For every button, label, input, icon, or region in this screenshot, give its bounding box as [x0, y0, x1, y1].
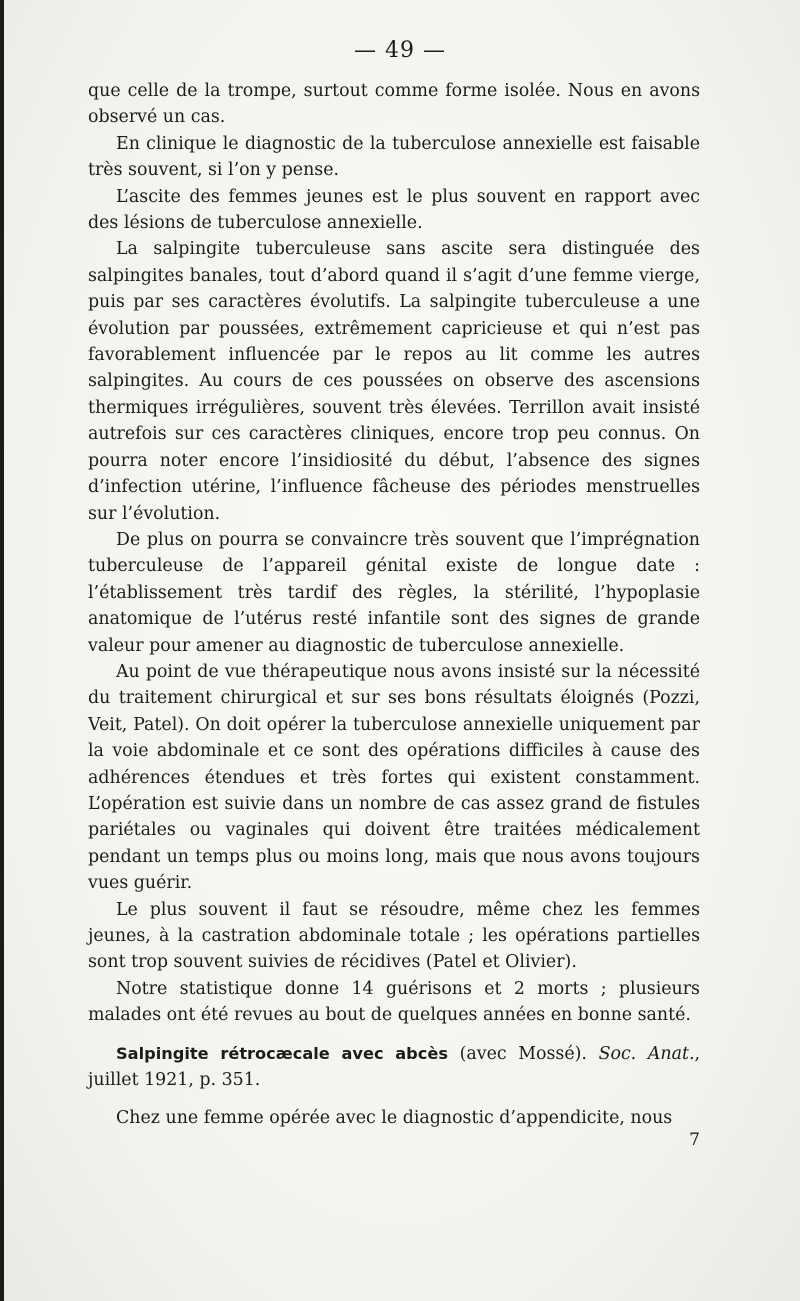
signature-mark: 7	[689, 1130, 700, 1150]
reference-details: , juillet 1921, p. 351.	[88, 1043, 700, 1091]
paragraph-5: De plus on pourra se convaincre très souvent que l’imprégnation tuberculeuse de l’appareil génital existe de longue date : l’établissement très tardif des règles, la stérilité, l’hypoplasie anatomique de l’utérus resté infantile sont des signes de grande valeur pour amener au diagnostic de tuberculose annexielle.	[88, 529, 700, 656]
paragraph-6: Au point de vue thérapeutique nous avons insisté sur la nécessité du traitement chirurgical et sur ses bons résultats éloignés (Pozzi, Veit, Patel). On doit opérer la tuberculose annexielle uniquement par la voie abdominale et ce sont des opérations difficiles à cause des adhérences étendues et très fortes qui existent constamment. L’opération est suivie dans un nombre de cas assez grand de fistules pariétales ou vaginales qui doivent être traitées médicalement pendant un temps plus ou moins long, mais que nous avons toujours vues guérir.	[88, 661, 700, 894]
paragraph-7: Le plus souvent il faut se résoudre, même chez les femmes jeunes, à la castration abdominale totale ; les opérations partielles sont trop souvent suivies de récidives (Patel et Olivier).	[88, 899, 700, 973]
reference-authors: (avec Mossé).	[447, 1043, 599, 1064]
paragraph-8: Notre statistique donne 14 guérisons et 2 morts ; plusieurs malades ont été revues au bout de quelques années en bonne santé.	[88, 978, 700, 1026]
paragraph-3: L’ascite des femmes jeunes est le plus souvent en rapport avec des lésions de tuberculose annexielle.	[88, 186, 700, 234]
scan-edge	[0, 0, 4, 1301]
reference-title: Salpingite rétrocæcale avec abcès	[116, 1043, 448, 1063]
paragraph-last: Chez une femme opérée avec le diagnostic d’appendicite, nous	[116, 1108, 673, 1129]
paragraph-4: La salpingite tuberculeuse sans ascite sera distinguée des salpingites banales, tout d’abord quand il s’agit d’une femme vierge, puis par ses caractères évolutifs. La salpingite tuberculeuse a une évolution par poussées, extrêmement capricieuse et qui n’est pas favorablement influencée par le repos au lit comme les autres salpingites. Au cours de ces poussées on observe des ascensions thermiques irrégulières, souvent très élevées. Terrillon avait insisté autrefois sur ces caractères cliniques, encore trop peu connus. On pourra noter encore l’insidiosité du début, l’absence des signes d’infection utérine, l’influence fâcheuse des périodes menstruelles sur l’évolution.	[88, 239, 700, 524]
reference-journal: Soc. Anat.	[598, 1043, 695, 1064]
body-text	[88, 78, 700, 1132]
paragraph-1: que celle de la trompe, surtout comme forme isolée. Nous en avons observé un cas.	[88, 81, 700, 128]
page-number: — 49 —	[354, 38, 446, 63]
paragraph-2: En clinique le diagnostic de la tuberculose annexielle est faisable très souvent, si l’on y pense.	[88, 133, 700, 181]
reference-entry	[88, 1041, 700, 1094]
